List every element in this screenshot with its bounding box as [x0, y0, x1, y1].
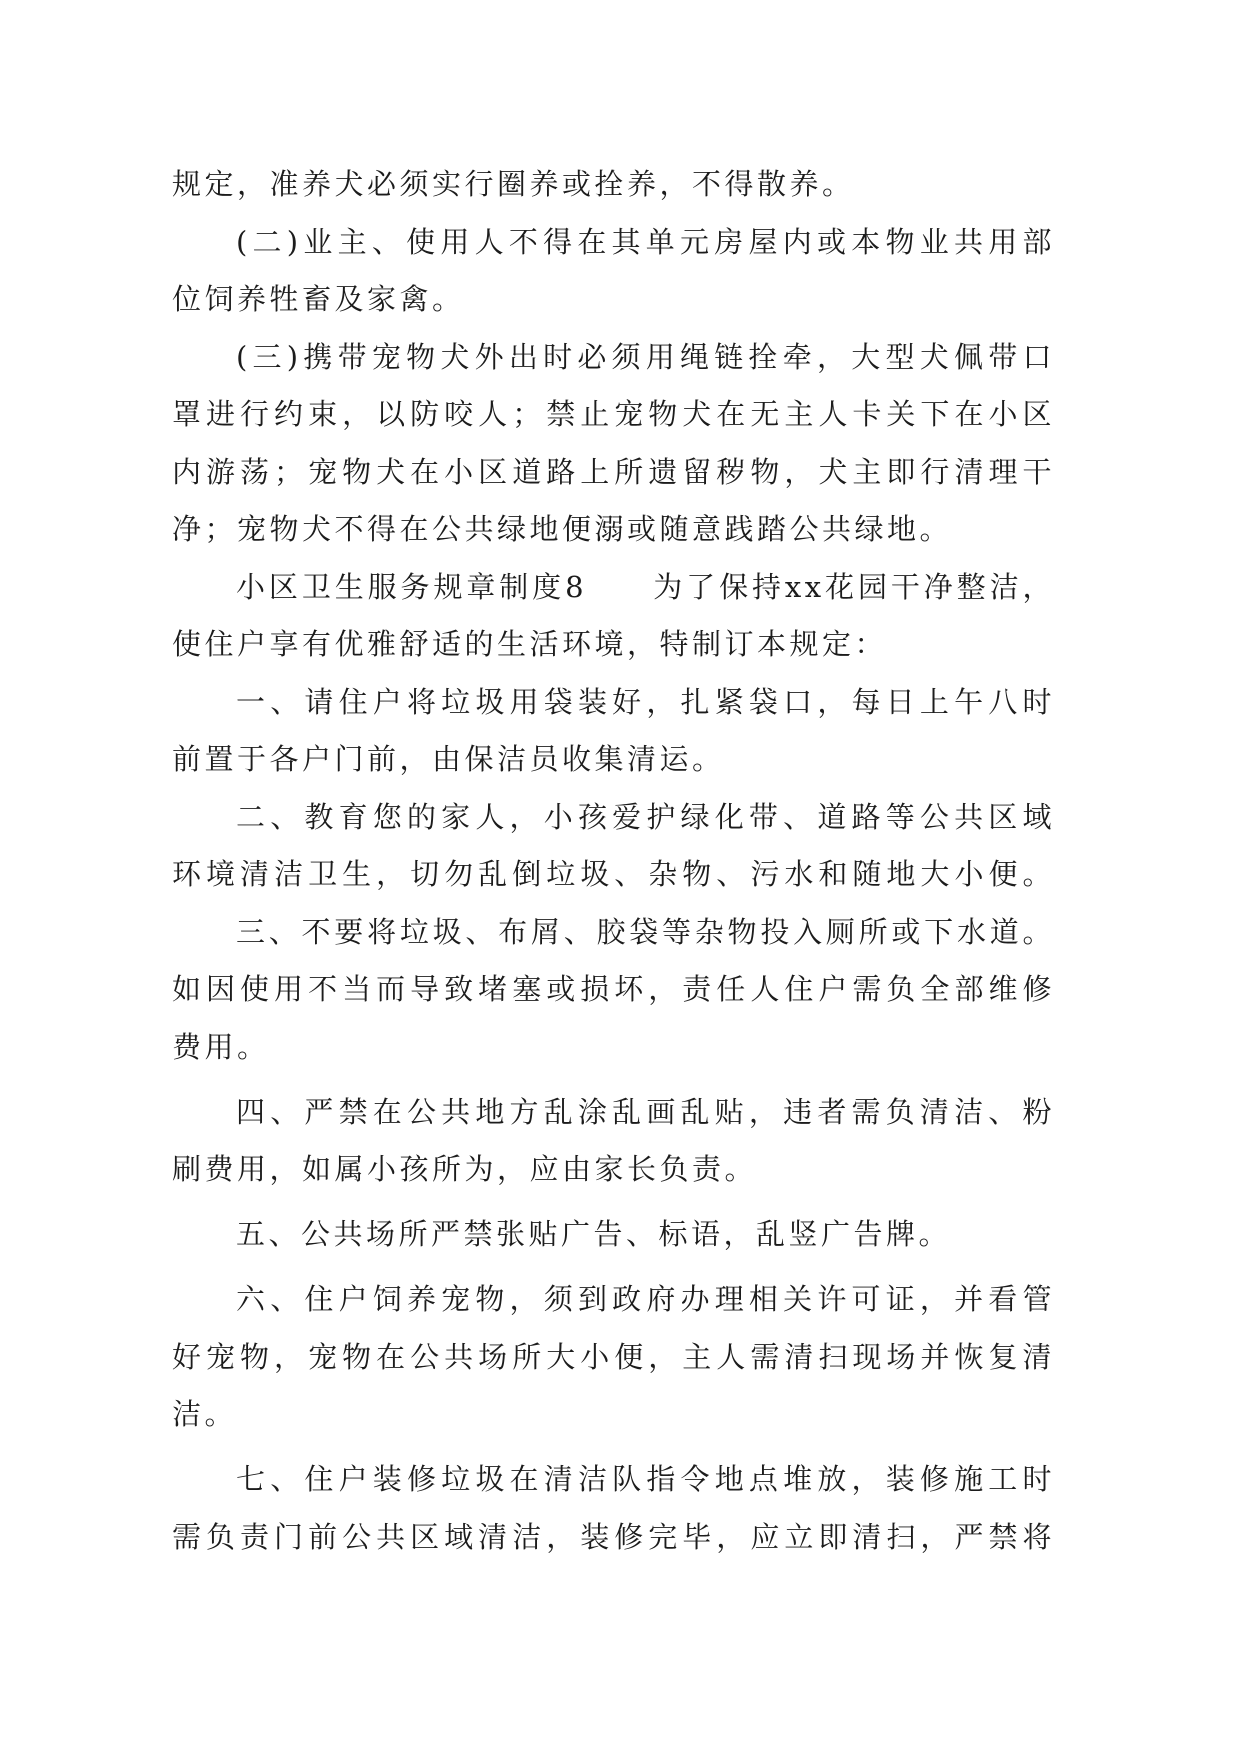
document-body — [172, 156, 1055, 1566]
paragraph-rule-5 — [172, 1206, 1055, 1264]
paragraph-rule-7 — [172, 1451, 1055, 1566]
text-line: 七、住户装修垃圾在清洁队指令地点堆放，装修施工时 — [236, 1462, 1055, 1496]
text-line: (三)携带宠物犬外出时必须用绳链拴牵，大型犬佩带口 — [236, 339, 1055, 374]
text-line: 小区卫生服务规章制度8 为了保持xx花园干净整洁， — [236, 569, 1055, 604]
text-line: (二)业主、使用人不得在其单元房屋内或本物业共用部 — [236, 224, 1055, 259]
text-line: 内游荡；宠物犬在小区道路上所遗留秽物，犬主即行清理干 — [172, 454, 1055, 489]
text-line: 刷费用，如属小孩所为，应由家长负责。 — [172, 1152, 758, 1186]
paragraph-continued — [172, 156, 1055, 214]
text-line: 三、不要将垃圾、布屑、胶袋等杂物投入厕所或下水道。 — [236, 914, 1055, 949]
paragraph-item-2 — [172, 214, 1055, 329]
paragraph-rule-3 — [172, 904, 1055, 1077]
text-line: 位饲养牲畜及家禽。 — [172, 282, 465, 316]
text-line: 二、教育您的家人，小孩爱护绿化带、道路等公共区域 — [236, 799, 1055, 834]
paragraph-rule-4 — [172, 1084, 1055, 1199]
paragraph-item-3 — [172, 329, 1055, 559]
text-line: 五、公共场所严禁张贴广告、标语，乱竖广告牌。 — [236, 1217, 952, 1251]
paragraph-rule-6 — [172, 1271, 1055, 1444]
text-line: 好宠物，宠物在公共场所大小便，主人需清扫现场并恢复清 — [172, 1339, 1055, 1374]
text-line: 四、严禁在公共地方乱涂乱画乱贴，违者需负清洁、粉 — [236, 1094, 1055, 1129]
text-line: 前置于各户门前，由保洁员收集清运。 — [172, 742, 725, 776]
text-line: 费用。 — [172, 1029, 270, 1064]
text-line: 净；宠物犬不得在公共绿地便溺或随意践踏公共绿地。 — [172, 512, 953, 546]
text-line: 使住户享有优雅舒适的生活环境，特制订本规定： — [172, 627, 888, 661]
text-line: 如因使用不当而导致堵塞或损坏，责任人住户需负全部维修 — [172, 972, 1055, 1006]
paragraph-rule-1 — [172, 674, 1055, 789]
text-line: 一、请住户将垃圾用袋装好，扎紧袋口，每日上午八时 — [236, 684, 1055, 719]
paragraph-intro — [172, 559, 1055, 674]
text-line: 罩进行约束，以防咬人；禁止宠物犬在无主人卡关下在小区 — [172, 397, 1055, 431]
text-line: 洁。 — [172, 1397, 238, 1431]
paragraph-rule-2 — [172, 789, 1055, 904]
text-line: 需负责门前公共区域清洁，装修完毕，应立即清扫，严禁将 — [172, 1519, 1055, 1554]
text-line: 规定，准养犬必须实行圈养或拴养，不得散养。 — [172, 167, 855, 201]
text-line: 六、住户饲养宠物，须到政府办理相关许可证，并看管 — [236, 1282, 1055, 1316]
text-line: 环境清洁卫生，切勿乱倒垃圾、杂物、污水和随地大小便。 — [172, 857, 1055, 891]
